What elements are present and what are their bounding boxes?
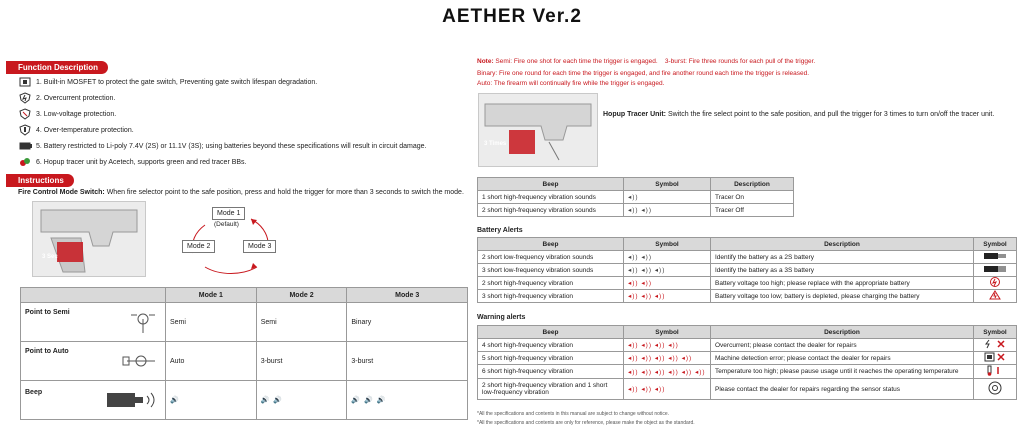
beep-symbol: ◂)) ◂)) ◂)) (628, 293, 666, 300)
table-header-row (478, 178, 794, 191)
table-header: Beep (478, 238, 624, 251)
machine-error-icon (984, 352, 1006, 362)
row-label (21, 381, 166, 420)
beep-symbol: ◂)) ◂)) ◂)) ◂)) ◂)) (628, 355, 693, 362)
beep-symbol: 🔊 (170, 397, 180, 404)
table-cell: 1 short high-frequency vibration sounds (478, 191, 624, 204)
tracer-text: Switch the fire select point to the safe position, and pull the trigger for 3 times to turn on/off the tracer unit. (667, 111, 995, 118)
row-label-text: Beep (25, 389, 43, 396)
beep-symbol: ◂)) (628, 194, 639, 201)
table-row (478, 339, 1017, 352)
function-item-text: 3. Low-voltage protection. (36, 110, 117, 118)
table-cell: 3 short high-frequency vibration (478, 290, 624, 303)
note-label: Note: (477, 58, 494, 65)
function-item (18, 106, 468, 122)
table-cell (974, 365, 1017, 379)
table-cell: 2 short high-frequency vibration and 1 short low-frequency vibration (478, 379, 624, 400)
battery-2s-icon (983, 251, 1007, 261)
table-cell: 3-burst (256, 342, 347, 381)
row-label (21, 342, 166, 381)
tracer-label: Hopup Tracer Unit: (603, 111, 667, 118)
table-cell: Semi (166, 303, 257, 342)
table-cell: Battery voltage too low; battery is depleted, please charging the battery (711, 290, 974, 303)
warning-alerts-heading: Warning alerts (477, 314, 526, 321)
row-label-text: Point to Semi (25, 309, 70, 316)
mode-2-box: Mode 2 (182, 240, 215, 253)
table-cell (974, 251, 1017, 264)
table-cell (624, 204, 711, 217)
low-voltage-shield-icon (18, 108, 32, 120)
fire-control-text: When fire selector point to the safe position, press and hold the trigger for more than 3 seconds to switch the mode. (106, 189, 464, 196)
table-cell: 2 short high-frequency vibration sounds (478, 204, 624, 217)
table-header: Symbol (624, 326, 711, 339)
table-header: Description (711, 326, 974, 339)
table-cell: Semi (256, 303, 347, 342)
table-cell: Temperature too high; please pause usage until it reaches the operating temperature (711, 365, 974, 379)
table-cell (974, 379, 1017, 400)
table-cell (624, 339, 711, 352)
table-cell (624, 191, 711, 204)
table-cell (974, 339, 1017, 352)
speaker-motor-icon (103, 389, 161, 411)
chip-icon (18, 76, 32, 88)
table-header: Mode 1 (166, 288, 257, 303)
table-row (478, 277, 1017, 290)
voltage-high-icon (989, 277, 1001, 287)
page-title: AETHER Ver.2 (442, 6, 582, 27)
table-row (478, 204, 794, 217)
table-header: Description (711, 238, 974, 251)
table-header: Symbol (624, 238, 711, 251)
table-cell: Please contact the dealer for repairs regarding the sensor status (711, 379, 974, 400)
table-cell: Tracer Off (711, 204, 794, 217)
table-row (478, 191, 794, 204)
table-cell: Overcurrent; please contact the dealer for repairs (711, 339, 974, 352)
table-cell: Tracer On (711, 191, 794, 204)
note-burst: 3-burst: Fire three rounds for each pull of the trigger. (664, 58, 816, 65)
table-row (478, 264, 1017, 277)
table-cell (256, 381, 347, 420)
table-cell: Auto (166, 342, 257, 381)
tracer-illustration (478, 93, 598, 167)
function-list (18, 74, 468, 170)
battery-3s-icon (983, 264, 1007, 274)
note-line-1 (477, 58, 815, 65)
table-header: Beep (478, 326, 624, 339)
temperature-error-icon (984, 365, 1006, 376)
table-cell: Identify the battery as a 3S battery (711, 264, 974, 277)
table-cell (624, 277, 711, 290)
beep-symbol: ◂)) ◂)) ◂)) (628, 386, 666, 393)
beep-symbol: ◂)) ◂)) (628, 280, 652, 287)
warning-alerts-table (477, 325, 1017, 400)
table-header-row (21, 288, 468, 303)
table-cell: 5 short high-frequency vibration (478, 352, 624, 365)
default-label: (Default) (214, 221, 239, 228)
beep-symbol: 🔊 🔊 (260, 397, 284, 404)
table-cell (624, 290, 711, 303)
table-cell (974, 264, 1017, 277)
function-description-heading: Function Description (6, 61, 108, 74)
table-header: Description (711, 178, 794, 191)
table-cell (624, 352, 711, 365)
function-item (18, 90, 468, 106)
battery-alerts-table (477, 237, 1017, 303)
table-header-row (478, 238, 1017, 251)
table-cell: 4 short high-frequency vibration (478, 339, 624, 352)
fire-control-instruction (18, 189, 464, 196)
function-item-text: 4. Over-temperature protection. (36, 126, 134, 134)
trigger-hold-illustration (32, 201, 146, 277)
function-item (18, 154, 468, 170)
table-header: Mode 3 (347, 288, 468, 303)
table-row (21, 303, 468, 342)
table-row (478, 352, 1017, 365)
function-item (18, 74, 468, 90)
table-cell: Machine detection error; please contact the dealer for repairs (711, 352, 974, 365)
table-cell: 3 short low-frequency vibration sounds (478, 264, 624, 277)
function-item (18, 122, 468, 138)
mode-table (20, 287, 468, 420)
table-cell (347, 381, 468, 420)
table-header: Symbol (974, 238, 1017, 251)
table-cell (166, 381, 257, 420)
sensor-error-icon (988, 381, 1002, 395)
mode-1-box: Mode 1 (212, 207, 245, 220)
table-row (478, 290, 1017, 303)
footnote: *All the specifications and contents are only for reference, please make the object as the standard. (477, 420, 695, 426)
beep-symbol: ◂)) ◂)) ◂)) ◂)) ◂)) ◂)) (628, 368, 706, 376)
function-item (18, 138, 468, 154)
table-cell: 3-burst (347, 342, 468, 381)
hold-duration-label: 3 Sec (42, 254, 58, 260)
footnote: *All the specifications and contents in this manual are subject to change without notice. (477, 411, 670, 417)
table-cell (974, 277, 1017, 290)
overcurrent-shield-icon (18, 92, 32, 104)
selector-auto-icon (119, 348, 161, 374)
table-cell (974, 290, 1017, 303)
table-row (478, 365, 1017, 379)
table-header: Beep (478, 178, 624, 191)
table-cell (624, 251, 711, 264)
table-cell (624, 264, 711, 277)
function-item-text: 6. Hopup tracer unit by Acetech, supports green and red tracer BBs. (36, 158, 247, 166)
table-cell: Battery voltage too high; please replace with the appropriate battery (711, 277, 974, 290)
battery-icon (18, 140, 32, 152)
row-label-text: Point to Auto (25, 348, 69, 355)
beep-symbol: ◂)) ◂)) (628, 254, 652, 261)
function-item-text: 5. Battery restricted to Li-poly 7.4V (2S) or 11.1V (3S); using batteries beyond these specifications will result in circuit damage. (36, 142, 427, 150)
temperature-shield-icon (18, 124, 32, 136)
function-item-text: 1. Built-in MOSFET to protect the gate switch, Preventing gate switch lifespan degradation. (36, 78, 318, 86)
instructions-heading: Instructions (6, 174, 74, 187)
beep-symbol: 🔊 🔊 🔊 (351, 397, 387, 404)
table-row (478, 379, 1017, 400)
table-cell (624, 379, 711, 400)
table-cell: 2 short high-frequency vibration (478, 277, 624, 290)
table-cell (974, 352, 1017, 365)
table-header: Symbol (624, 178, 711, 191)
voltage-low-icon (989, 290, 1001, 300)
tracer-instruction (603, 111, 994, 118)
table-cell (624, 365, 711, 379)
table-row (21, 381, 468, 420)
table-row (21, 342, 468, 381)
note-line-3: Auto: The firearm will continually fire while the trigger is engaged. (477, 80, 665, 87)
mode-3-box: Mode 3 (243, 240, 276, 253)
times-label: 3 Times (484, 141, 507, 147)
table-cell: Binary (347, 303, 468, 342)
row-label (21, 303, 166, 342)
note-line-2: Binary: Fire one round for each time the trigger is engaged, and fire another round each time the trigger is released. (477, 70, 810, 77)
table-cell: 2 short low-frequency vibration sounds (478, 251, 624, 264)
tracer-bb-icon (18, 156, 32, 168)
beep-symbol: ◂)) ◂)) ◂)) (628, 267, 666, 274)
beep-symbol: ◂)) ◂)) ◂)) ◂)) (628, 342, 679, 349)
overcurrent-error-icon (984, 339, 1006, 349)
beep-symbol: ◂)) ◂)) (628, 207, 652, 214)
battery-alerts-heading: Battery Alerts (477, 227, 523, 234)
table-header-row (478, 326, 1017, 339)
table-header: Symbol (974, 326, 1017, 339)
tracer-table (477, 177, 794, 217)
fire-control-label: Fire Control Mode Switch: (18, 189, 105, 196)
selector-semi-icon (125, 309, 161, 335)
table-header: Mode 2 (256, 288, 347, 303)
table-cell: 6 short high-frequency vibration (478, 365, 624, 379)
table-row (478, 251, 1017, 264)
table-header (21, 288, 166, 303)
note-semi: Semi: Fire one shot for each time the trigger is engaged. (495, 58, 658, 65)
table-cell: Identify the battery as a 2S battery (711, 251, 974, 264)
function-item-text: 2. Overcurrent protection. (36, 94, 116, 102)
